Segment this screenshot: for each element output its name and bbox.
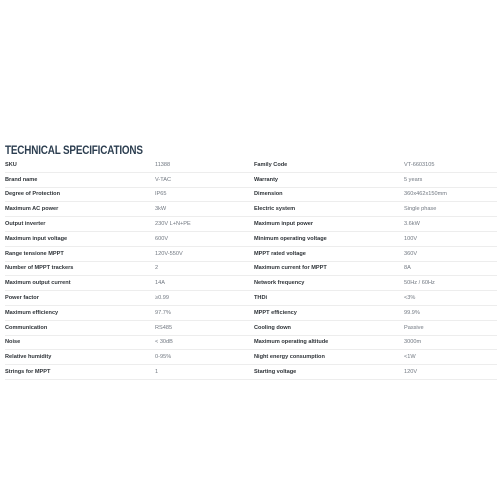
spec-value: 0-95% (155, 354, 172, 361)
spec-label: Strings for MPPT (5, 369, 51, 376)
spec-label: Maximum output current (5, 280, 71, 287)
spec-value: 120V (404, 369, 418, 376)
spec-label: SKU (5, 161, 17, 168)
spec-label: Cooling down (254, 324, 291, 331)
spec-label: Electric system (254, 206, 296, 213)
spec-row (5, 158, 497, 173)
spec-pair-right (251, 177, 497, 183)
page-title: TECHNICAL SPECIFICATIONS (5, 145, 143, 157)
spec-value: Passive (404, 324, 424, 331)
spec-label: Maximum operating altitude (254, 339, 329, 346)
spec-row (5, 306, 497, 321)
spec-pair-right (251, 162, 497, 168)
spec-label: Maximum input power (254, 221, 314, 228)
spec-label: Minimum operating voltage (254, 235, 327, 242)
spec-pair-right (251, 221, 497, 227)
spec-value: 100V (404, 235, 418, 242)
spec-value: 5 years (404, 176, 423, 183)
spec-pair-right (251, 191, 497, 197)
spec-value: 360V (404, 250, 418, 257)
spec-pair-right (251, 339, 497, 345)
spec-label: THDi (254, 295, 268, 302)
spec-value: 120V-550V (155, 250, 183, 257)
spec-label: Noise (5, 339, 21, 346)
spec-label: Power factor (5, 295, 39, 302)
spec-row (5, 232, 497, 247)
spec-pair-left (5, 325, 251, 331)
spec-row (5, 188, 497, 203)
spec-table (5, 158, 497, 380)
spec-row (5, 202, 497, 217)
spec-pair-left (5, 177, 251, 183)
spec-pair-right (251, 310, 497, 316)
spec-pair-right (251, 295, 497, 301)
spec-pair-right (251, 265, 497, 271)
spec-row (5, 336, 497, 351)
spec-pair-left (5, 310, 251, 316)
spec-label: Maximum current for MPPT (254, 265, 327, 272)
spec-value: V-TAC (155, 176, 172, 183)
spec-pair-left (5, 206, 251, 212)
spec-row (5, 350, 497, 365)
spec-value: VT-6603105 (404, 161, 435, 168)
spec-pair-left (5, 280, 251, 286)
spec-label: Number of MPPT trackers (5, 265, 74, 272)
spec-row (5, 321, 497, 336)
spec-label: MPPT efficiency (254, 309, 297, 316)
spec-pair-left (5, 191, 251, 197)
spec-value: 3kW (155, 206, 167, 213)
spec-pair-left (5, 251, 251, 257)
spec-value: 3.6kW (404, 221, 420, 228)
spec-pair-left (5, 162, 251, 168)
spec-label: Communication (5, 324, 48, 331)
spec-value: 2 (155, 265, 159, 272)
spec-value: < 30dB (155, 339, 173, 346)
spec-pair-right (251, 236, 497, 242)
spec-label: Output inverter (5, 221, 46, 228)
spec-label: Maximum input voltage (5, 235, 68, 242)
spec-value: 11388 (155, 161, 171, 168)
spec-label: Night energy consumption (254, 354, 325, 361)
spec-pair-left (5, 295, 251, 301)
spec-pair-right (251, 354, 497, 360)
spec-value: 99.9% (404, 309, 420, 316)
spec-pair-right (251, 280, 497, 286)
spec-label: Relative humidity (5, 354, 52, 361)
spec-pair-left (5, 354, 251, 360)
spec-row (5, 291, 497, 306)
spec-value: RS485 (155, 324, 173, 331)
spec-label: Starting voltage (254, 369, 297, 376)
spec-value: 3000m (404, 339, 422, 346)
spec-label: Family Code (254, 161, 288, 168)
spec-label: Dimension (254, 191, 283, 198)
spec-pair-right (251, 206, 497, 212)
spec-row (5, 262, 497, 277)
spec-label: Maximum AC power (5, 206, 59, 213)
spec-value: 230V L+N+PE (155, 221, 191, 228)
spec-value: 50Hz / 60Hz (404, 280, 435, 287)
spec-label: Degree of Protection (5, 191, 61, 198)
spec-value: <1W (404, 354, 416, 361)
spec-label: Maximum efficiency (5, 309, 59, 316)
spec-pair-left (5, 265, 251, 271)
spec-label: Network frequency (254, 280, 305, 287)
spec-row (5, 217, 497, 232)
spec-value: 600V (155, 235, 169, 242)
spec-value: <3% (404, 295, 416, 302)
spec-value: ≥0.99 (155, 295, 169, 302)
spec-label: Brand name (5, 176, 38, 183)
spec-pair-left (5, 339, 251, 345)
spec-pair-left (5, 221, 251, 227)
spec-label: MPPT rated voltage (254, 250, 306, 257)
spec-pair-left (5, 236, 251, 242)
spec-row (5, 247, 497, 262)
spec-label: Warranty (254, 176, 279, 183)
spec-row (5, 173, 497, 188)
spec-pair-right (251, 325, 497, 331)
spec-value: IP65 (155, 191, 167, 198)
spec-pair-left (5, 369, 251, 375)
spec-pair-right (251, 251, 497, 257)
spec-value: 14A (155, 280, 165, 287)
spec-value: 97.7% (155, 309, 171, 316)
spec-label: Range tensione MPPT (5, 250, 64, 257)
spec-value: 1 (155, 369, 159, 376)
spec-row (5, 276, 497, 291)
spec-value: Single phase (404, 206, 437, 213)
spec-pair-right (251, 369, 497, 375)
spec-value: 360x462x150mm (404, 191, 447, 198)
spec-value: 8A (404, 265, 411, 272)
spec-row (5, 365, 497, 380)
